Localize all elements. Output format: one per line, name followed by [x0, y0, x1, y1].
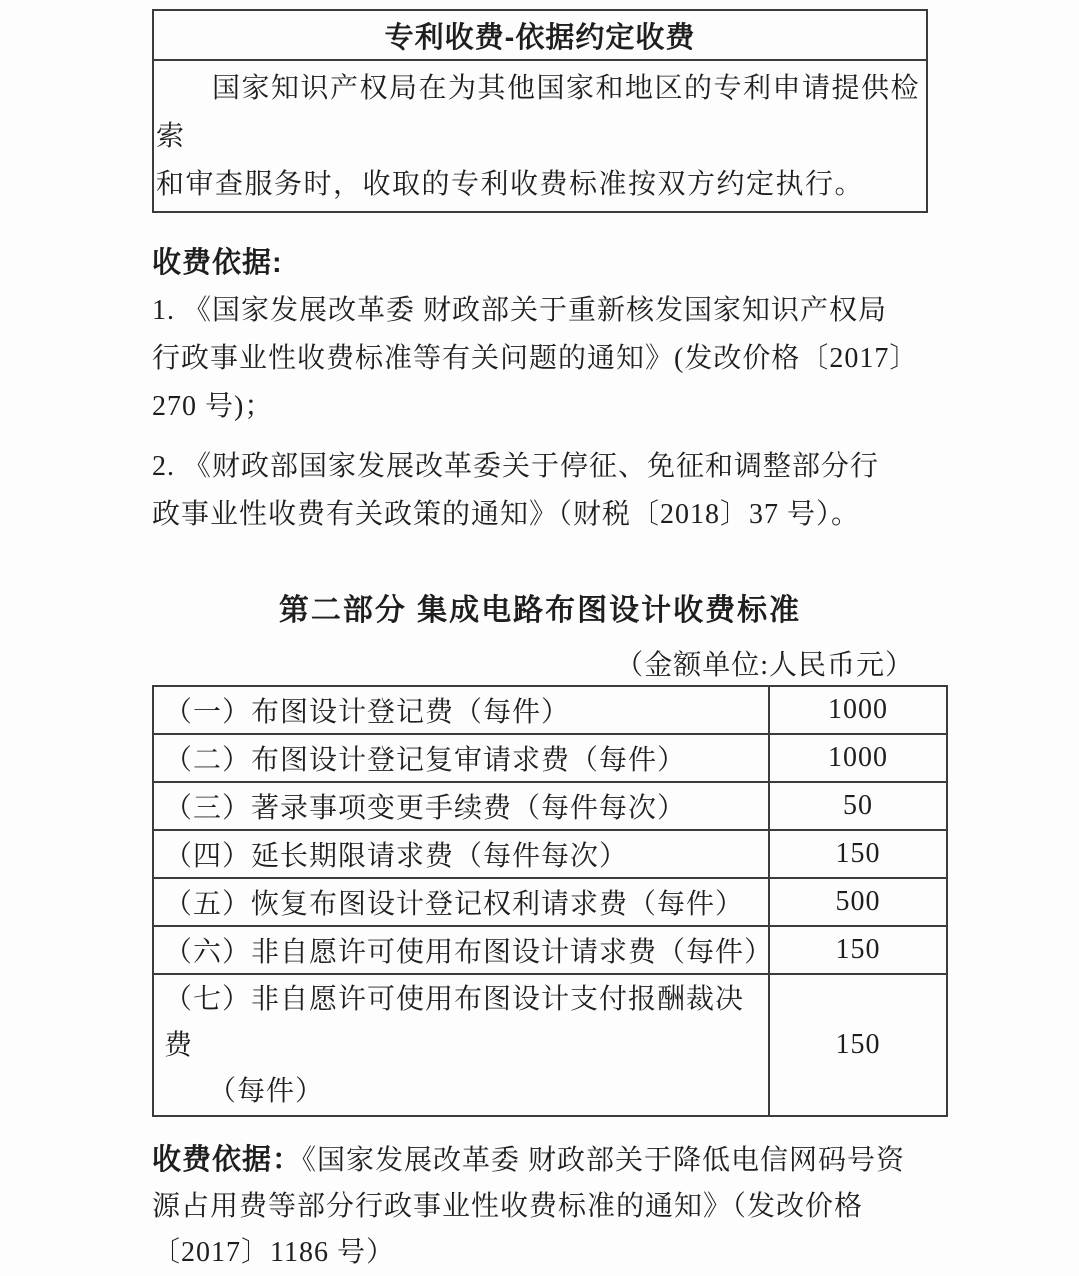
agreement-table-header: 专利收费-依据约定收费 [154, 11, 926, 61]
fee-item-label [153, 974, 769, 1116]
currency-unit-note: （金额单位:人民币元） [615, 650, 914, 681]
ic-layout-fee-table [152, 685, 948, 1117]
agreement-table-body [154, 61, 926, 211]
fee-table-body [153, 686, 947, 1116]
fee-item-value: 150 [769, 974, 947, 1116]
agreement-fee-table [152, 9, 928, 213]
part2-fee-basis-paragraph [152, 1137, 928, 1276]
fee-item-label-line-1: （七）非自愿许可使用布图设计支付报酬裁决费 [164, 984, 745, 1061]
agreement-body-line-2: 和审查服务时，收取的专利收费标准按双方约定执行。 [156, 169, 865, 200]
fee-item-label: （五）恢复布图设计登记权利请求费（每件） [153, 878, 769, 926]
fee-basis-item-1-line-2: 行政事业性收费标准等有关问题的通知》(发改价格〔2017〕 [152, 343, 919, 374]
table-row [153, 782, 947, 830]
fee-item-label: （一）布图设计登记费（每件） [153, 686, 769, 734]
agreement-body-line-1: 国家知识产权局在为其他国家和地区的专利申请提供检索 [156, 73, 921, 152]
fee-item-label: （二）布图设计登记复审请求费（每件） [153, 734, 769, 782]
fee-basis-item-1-line-3: 270 号)； [152, 391, 274, 422]
fee-basis-item-1-line-1: 1. 《国家发展改革委 财政部关于重新核发国家知识产权局 [152, 295, 888, 326]
fee-item-label-line-2: （每件） [208, 1076, 325, 1107]
fee-basis-item-1 [152, 287, 928, 431]
fee-item-value: 500 [769, 878, 947, 926]
table-row [153, 878, 947, 926]
table-row [153, 926, 947, 974]
part2-fee-basis-line-2: 源占用费等部分行政事业性收费标准的通知》（发改价格 [152, 1191, 864, 1222]
fee-item-value: 1000 [769, 686, 947, 734]
part2-section-title: 第二部分 集成电路布图设计收费标准 [278, 594, 802, 627]
fee-item-label: （三）著录事项变更手续费（每件每次） [153, 782, 769, 830]
fee-item-value: 150 [769, 926, 947, 974]
part2-fee-basis-line-1-text: 《国家发展改革委 财政部关于降低电信网码号资 [302, 1145, 906, 1176]
part2-fee-basis-line-3: 〔2017〕1186 号） [152, 1237, 395, 1268]
fee-basis-item-2 [152, 443, 928, 539]
table-row [153, 974, 947, 1116]
fee-item-value: 150 [769, 830, 947, 878]
fee-basis-item-2-line-1: 2. 《财政部国家发展改革委关于停征、免征和调整部分行 [152, 451, 880, 482]
document-page [0, 9, 1079, 1268]
table-row [153, 686, 947, 734]
fee-basis-item-2-line-2: 政事业性收费有关政策的通知》（财税〔2018〕37 号）。 [152, 499, 861, 530]
table-row [153, 830, 947, 878]
part2-fee-basis-bold-prefix: 收费依据： [152, 1144, 303, 1176]
fee-item-value: 1000 [769, 734, 947, 782]
fee-item-label: （四）延长期限请求费（每件每次） [153, 830, 769, 878]
fee-item-label: （六）非自愿许可使用布图设计请求费（每件） [153, 926, 769, 974]
fee-item-value: 50 [769, 782, 947, 830]
document-content [152, 9, 928, 1276]
part2-fee-basis-line-1 [152, 1137, 928, 1184]
table-row [153, 734, 947, 782]
fee-basis-heading: 收费依据: [152, 247, 283, 279]
